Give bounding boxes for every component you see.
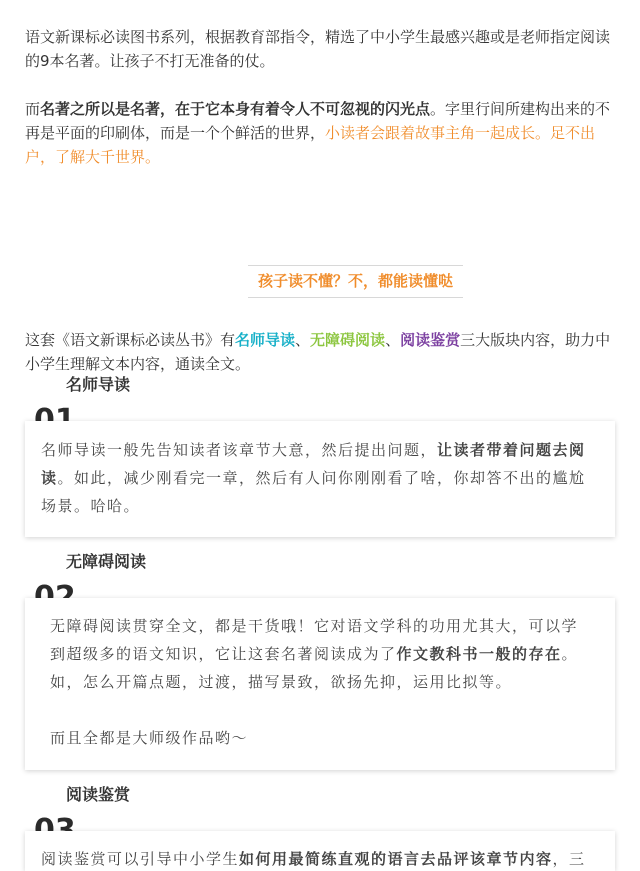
card-paragraph <box>50 612 585 696</box>
intro-paragraph-1 <box>25 25 615 73</box>
intro-highlight-text: 小读者会跟着故事主角一起成长。足不出户，了解大千世界。 <box>25 124 596 166</box>
overview-highlight-purple: 阅读鉴赏 <box>400 331 461 349</box>
section-title: 无障碍阅读 <box>66 552 147 571</box>
intro-bold-text: 名著之所以是名著，在于它本身有着令人不可忽视的闪光点 <box>40 100 431 118</box>
overview-separator: 、 <box>385 331 401 349</box>
card-paragraph <box>50 724 585 752</box>
overview-text: 三大版块内容，助力中小学生理解文本内容，通读全文。 <box>25 331 611 373</box>
card-text: 。如，怎么开篇点题，过渡，描写景致，欲扬先抑，运用比拟等。 <box>50 645 579 691</box>
intro-paragraph-2 <box>25 97 615 169</box>
section-card <box>25 598 615 770</box>
intro-text: 而 <box>25 100 41 118</box>
card-text: 。如此，减少刚看完一章，然后有人问你刚刚看了啥，你却答不出的尴尬场景。哈哈。 <box>41 469 586 515</box>
card-bold-text: 如何用最简练直观的语言去品评该章节内容 <box>239 850 553 868</box>
section-banner: 孩子读不懂？不，都能读懂哒 <box>248 265 463 298</box>
card-bold-text: 作文教科书一般的存在 <box>396 645 562 663</box>
section-card <box>25 421 615 537</box>
overview-highlight-green: 无障碍阅读 <box>310 331 386 349</box>
card-text: 而且全都是大师级作品哟～ <box>50 729 249 747</box>
card-text: 无障碍阅读贯穿全文，都是干货哦！它对语文学科的功用尤其大，可以学到超级多的语文知识，它让这套名著阅读成为了 <box>50 617 579 663</box>
card-text: ，三 <box>552 850 586 868</box>
section-title: 阅读鉴赏 <box>66 785 131 804</box>
overview-separator: 、 <box>295 331 311 349</box>
card-text: 阅读鉴赏可以引导中小学生 <box>41 850 240 868</box>
card-bold-text: 让读者带着问题去阅读 <box>41 441 586 487</box>
overview-text: 这套《语文新课标必读丛书》有 <box>25 331 236 349</box>
overview-paragraph <box>25 328 615 376</box>
section-card <box>25 831 615 871</box>
intro-text: 语文新课标必读图书系列，根据教育部指令，精选了中小学生最感兴趣或是老师指定阅读的9本名著。让孩子不打无准备的仗。 <box>25 28 611 70</box>
intro-text: 。字里行间所建构出来的不再是平面的印刷体，而是一个个鲜活的世界， <box>25 100 611 142</box>
section-title: 名师导读 <box>66 375 131 394</box>
overview-highlight-teal: 名师导读 <box>235 331 296 349</box>
card-text: 名师导读一般先告知读者该章节大意，然后提出问题， <box>41 441 438 459</box>
